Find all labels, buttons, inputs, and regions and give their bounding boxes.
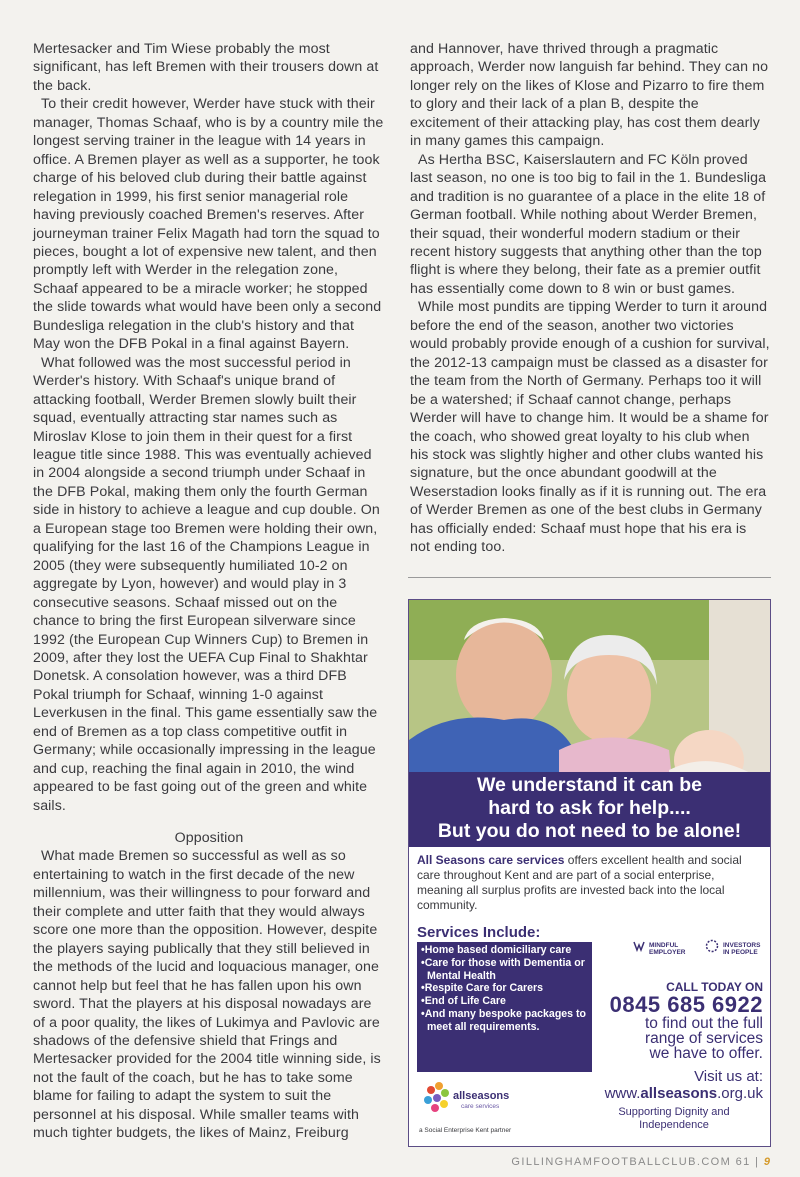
section-subheading: Opposition (174, 830, 244, 847)
care-services-advert (408, 599, 771, 1147)
call-label: CALL TODAY ON (666, 980, 763, 994)
visit-label: Visit us at: (694, 1068, 763, 1085)
services-list (417, 942, 592, 1072)
article-paragraph: To their credit however, Werder have stuck with their manager, Thomas Schaaf, who is by a country mile the longest serving trainer in the league with 14 years in office. A Bremen player as well as a supporter, he took charge of his beloved club during their battle against relegation in 1999, his first senior managerial role having previously coached Bremen's reserves. After journeyman trainer Felix Magath had torn the squad to pieces, bought a lot of expensive new talent, and then promptly left with Werder in the relegation zone, Schaaf appeared to be a miracle worker; he stopped the slide towards what would have been only a second Bundesliga relegation in the club's history and that May won the DFB Pokal in a final against Bayern. (33, 96, 384, 353)
phone-number: 0845 685 6922 (609, 992, 763, 1017)
article-paragraph: Mertesacker and Tim Wiese probably the most significant, has left Bremen with their trousers down at the back. (33, 41, 379, 94)
banner-line: We understand it can be (476, 774, 702, 796)
investors-in-people-text: INVESTORS IN PEOPLE (723, 942, 761, 956)
services-title: Services Include: (417, 924, 541, 941)
call-line: we have to offer. (649, 1045, 763, 1062)
service-item: •Care for those with Dementia or Mental Health (421, 956, 585, 982)
website-url: www.allseasons.org.uk (604, 1085, 763, 1102)
logo-subtitle: care services (461, 1103, 500, 1110)
tagline: Supporting Dignity and Independence (618, 1106, 730, 1131)
service-item: •And many bespoke packages to meet all requirements. (421, 1007, 587, 1033)
mindful-employer-text: MINDFUL EMPLOYER (649, 942, 686, 956)
advert-banner (409, 772, 770, 847)
logo-name: allseasons (453, 1090, 510, 1102)
call-line: to find out the full (644, 1015, 763, 1032)
footer-site: GILLINGHAMFOOTBALLCLUB.COM 61 | (511, 1156, 760, 1168)
logo-partner-text: a Social Enterprise Kent partner (419, 1127, 512, 1134)
mindful-employer-icon (633, 940, 645, 952)
call-line: range of services (644, 1030, 763, 1047)
call-block (595, 980, 763, 1061)
article-paragraph: and Hannover, have thrived through a pragmatic approach, Werder now languish far behind. They can no longer rely on the likes of Klose and Pizarro to fire them to glory and their lack of a plan B, despite the excitement of their attacking play, has cost them dearly in many games this campaign. (410, 41, 769, 150)
column-divider (408, 577, 771, 578)
banner-line: hard to ask for help.... (488, 797, 691, 819)
service-item: •Respite Care for Carers (421, 982, 544, 995)
article-right-column (410, 40, 770, 557)
article-paragraph: While most pundits are tipping Werder to turn it around before the end of the season, another two victories would probably provide enough of a cushion for survival, the 2012-13 campaign must be classed as a disaster for the team from the North of Germany. Perhaps too it will be a watershed; if Schaaf cannot change, perhaps Werder will have to change him. It would be a shame for the coach, who showed great loyalty to his club when his stock was slightly higher and other clubs wanted his signature, but the once abundant goodwill at the Weserstadion looks finally as if it is running out. The era of Werder Bremen as one of the best clubs in Germany has officially ended: Schaaf must hope that his era is not ending too. (410, 299, 770, 556)
club-logo-mark: 9 (763, 1156, 770, 1168)
service-item: •Home based domiciliary care (421, 944, 572, 956)
article-paragraph: What followed was the most successful period in Werder's history. With Schaaf's unique brand of attacking football, Werder Bremen slowly built their squad, eventually attracting star names such as Miroslav Klose to join them in their quest for a first league title since 1988. This was eventually achieved in 2004 alongside a second triumph under Schaaf in the DFB Pokal, making them only the fourth German side in history to achieve a league and cup double. On a European stage too Bremen were holding their own, qualifying for the last 16 of the Champions League in 2005 (they were subsequently humiliated 10-2 on aggregate by Lyon, however) and would play in 3 consecutive seasons. Schaaf missed out on the chance to bring the first European silverware since 1992 (the European Cup Winners Cup) to Bremen in 2009, after they lost the UEFA Cup Final to Shakhtar Donetsk. A consolation however, was a third DFB Pokal triumph for Schaaf, winning 1-0 against Leverkusen in the final. This game essentially saw the end of Bremen as a top class competitive outfit in Germany; while occasionally impressing in the league and cup, reaching the final again in 2010, the wind appeared to be fast going out of the green and white sails. (33, 354, 380, 814)
intro-text: offers excellent health and social care throughout Kent and are part of a social enterprise, meaning all surplus profits are invested back into the local community. (417, 853, 742, 912)
banner-line: But you do not need to be alone! (437, 820, 742, 842)
advert-intro (417, 853, 762, 913)
article-paragraph: What made Bremen so successful as well as so entertaining to watch in the first decade of the new millennium, was their willingness to pour forward and their complete and utter faith that they would always score one more than the opposition. However, despite the players saying publically that they still believed in the methods of the lucid and loquacious manager, one cannot help but feel that he has fallen upon his own sword. That the players at his disposal nowadays are of a poor quality, the likes of Lukimya and Pavlovic are shadows of the defensive shield that Frings and Mertesacker provided for the 2004 title winning side, is not the fault of the coach, but he has to take some blame for failing to adapt the system to suit the personnel at his disposal. While smaller teams with much tighter budgets, the likes of Mainz, Freiburg (33, 848, 381, 1142)
article-left-column (33, 40, 385, 1143)
article-paragraph: As Hertha BSC, Kaiserslautern and FC Köln proved last season, no one is too big to fail in the 1. Bundesliga and tradition is no guarantee of a place in the elite 18 of German football. While nothing about Werder Bremen, their squad, their wonderful modern stadium or their recent history suggests that anything other than the top flight is where they belong, their fate as a premier outfit has essentially come down to 8 win or bust games. (410, 151, 767, 297)
visit-block (585, 1068, 763, 1132)
page-footer (511, 1156, 770, 1168)
accreditation-logos (633, 938, 763, 960)
investors-in-people-icon (705, 939, 719, 953)
brand-name: All Seasons care services (417, 853, 565, 867)
service-item: •End of Life Care (421, 995, 506, 1008)
